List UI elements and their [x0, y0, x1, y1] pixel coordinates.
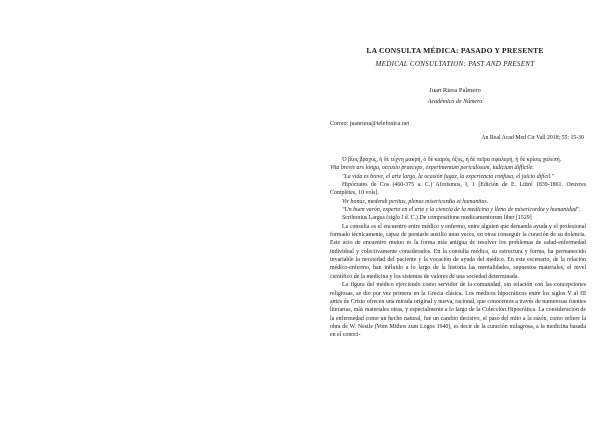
journal-citation: An Real Acad Med Cir Vall 2018; 55: 15-30 [481, 135, 584, 141]
author-name: Juan Riera Palmero [429, 87, 481, 94]
body-paragraph-1: La consulta es el encuentro entre médico y enfermo, entre alguien que demanda ayuda y el profesional formado técnicamente, capaz de prestarle auxilio unas veces, en otras conseguir la curación de su dolencia. Este acto de encuentro mutuo es la forma más antigua de resolver los problemas de salud-enfermedad individual y colectivamente considerados. En la consulta médica, su estructura y forma, ha permanecido invariable la necesidad del paciente y la vocación de ayuda del médico. En este escenario, de la relación médico-enfermo, han influido a lo largo de la historia las mentalidades, supuestos materiales, el nivel científico de la medicina y los sistemas de valores de una sociedad determinada. [330, 223, 586, 280]
body-paragraph-2: La figura del médico ejerciendo como servidor de la comunidad, sin relación con las concepciones religiosas, se dio por vez primera en la Grecia clásica. Los médicos hipocráticos entre los siglos V al III antes de Cristo ofrecen una mirada original y nueva, racional, que conocemos a través de numerosas fuentes literarias, más materiales otras, y especialmente a lo largo de la Colección Hipocrática. La consideración de la enfermedad como un hecho natural, fue un cambio decisivo, el paso del mito a la razón, como refiere la obra de W. Nestle (Vom Mithos zum Logos 1940), es decir de la curación milagrosa, a la medicina basada en el conoci- [330, 282, 586, 339]
paper-subtitle: MEDICAL CONSULTATION: PAST AND PRESENT [375, 60, 535, 68]
scribonius-reference: Scribonius Largus (siglo I d. C.) De compositione medicamentorum liber [1529] [342, 215, 532, 222]
paper-title: LA CONSULTA MÉDICA: PASADO Y PRESENTE [366, 46, 544, 55]
author-affiliation: Académico de Número [427, 99, 483, 105]
article-body [330, 156, 586, 340]
latin-quote: Vita brevis ars longa, occasio praeceps, experimentum periculosum, iudicium difficile. [330, 165, 535, 172]
author-email: Correo: juanriera@telefonica.net [330, 121, 410, 127]
latin-quote-2: Vir bonus, medendi peritus, plenus misericordia et humanitas. [342, 198, 489, 205]
greek-quote: Ὁ βίος βραχύς, ἡ δὲ τέχνη μακρή, ὁ δὲ καιρὸς ὀξύς, ἡ δὲ πεῖρα σφαλερή, ἡ δὲ κρίσις χαλεπή. [342, 157, 562, 163]
spanish-quote: "La vida es breve, el arte largo, la ocasión fugaz, la experiencia confusa, el juicio difícil." [342, 173, 555, 180]
hippocrates-reference: Hipócrates de Cos (460-375 a. C.) Aforismos, I, 1 [Edición de E. Littré 1839-1861. Oeuvres Complètes, 10 vols]. [330, 182, 586, 197]
spanish-quote-2: "Un buen varón, experto en el arte y la ciencia de la medicina y lleno de misericordia y humanidad". [342, 207, 581, 214]
